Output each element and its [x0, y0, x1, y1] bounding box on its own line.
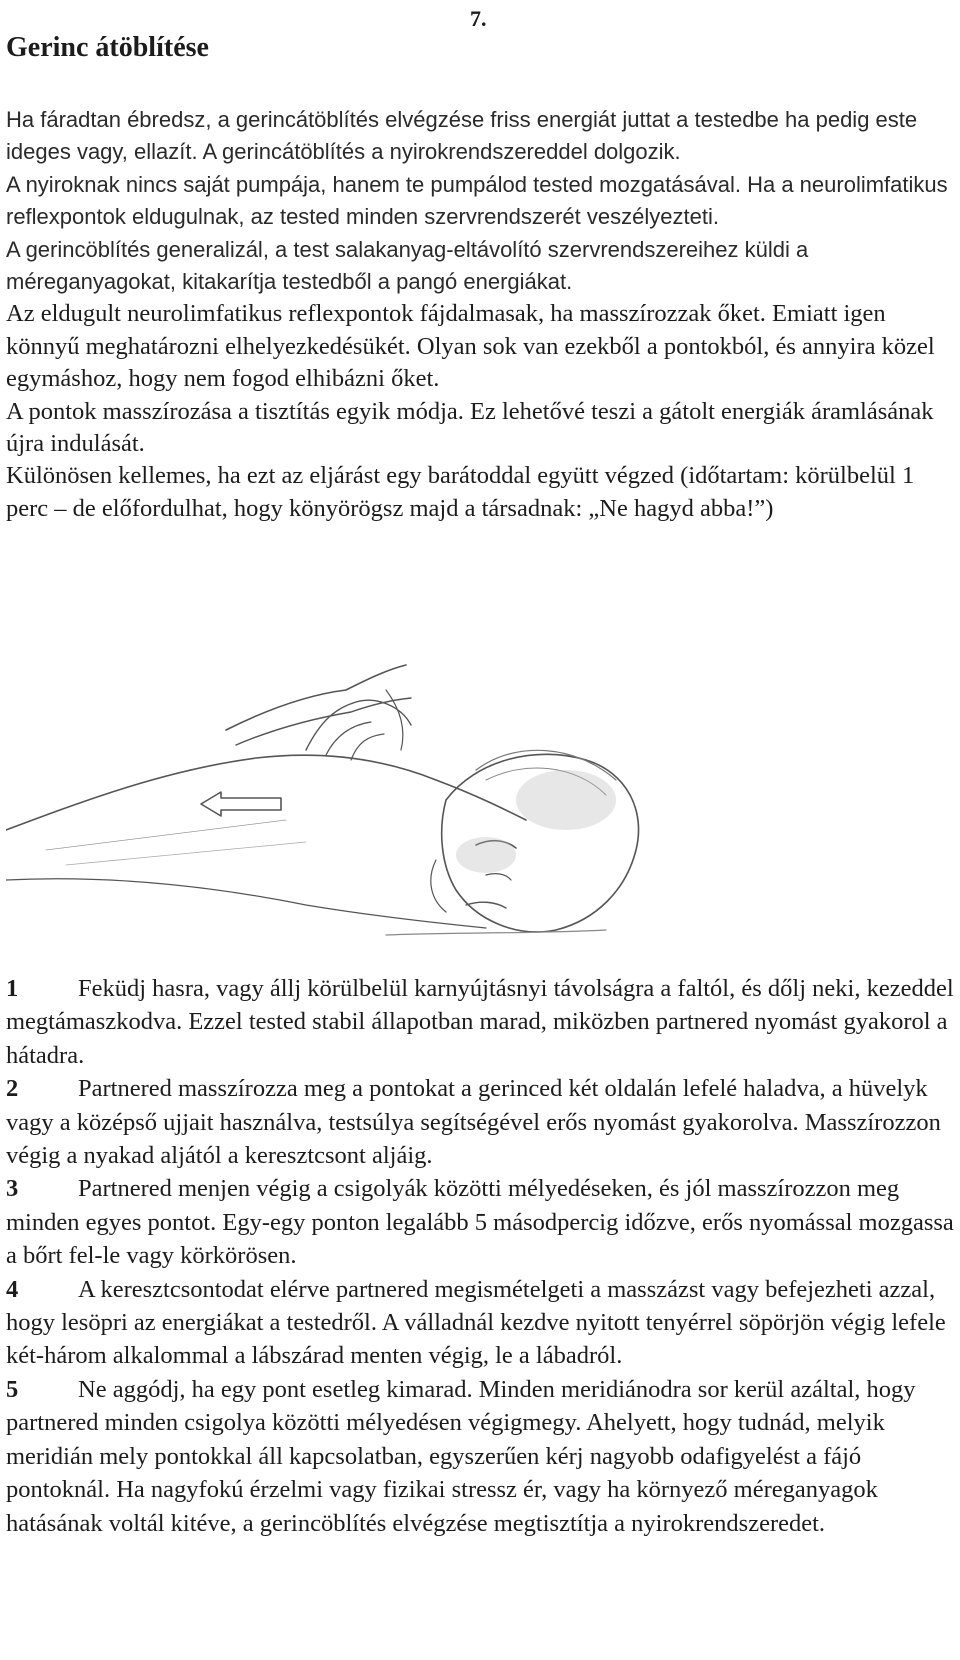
massage-drawing [6, 650, 674, 962]
intro-paragraph: Az eldugult neurolimfatikus reflexpontok fájdalmasak, ha masszírozzak őket. Emiatt igen könnyű meghatározni elhelyezkedésükét. Olyan sok van ezekből a pontokból, és annyira közel egymáshoz, hogy nem fogod elhibázni őket. [6, 300, 935, 393]
step-item [6, 1373, 954, 1540]
step-item [6, 1273, 954, 1373]
intro-paragraph: Különösen kellemes, ha ezt az eljárást egy barátoddal együtt végzed (időtartam: körülbelül 1 perc – de előfordulhat, hogy könyörögsz majd a társadnak: „Ne hagyd abba!”) [6, 462, 915, 522]
step-text: Feküdj hasra, vagy állj körülbelül karnyújtásnyi távolságra a faltól, és dőlj neki, kezeddel megtámaszkodva. Ezzel tested stabil állapotban marad, miközben partnered nyomást gyakorol a hátadra. [6, 975, 954, 1069]
step-number: 2 [6, 1075, 19, 1103]
massage-illustration [6, 650, 674, 962]
intro-paragraph: A nyiroknak nincs saját pumpája, hanem te pumpálod tested mozgatásával. Ha a neurolimfatikus reflexpontok eldugulnak, az tested minden szervrendszerét veszélyezteti. [6, 171, 948, 230]
page-title: Gerinc átöblítése [6, 32, 209, 63]
step-text: Partnered menjen végig a csigolyák közötti mélyedéseken, és jól masszírozzon meg minden egyes pontot. Egy-egy ponton legalább 5 másodpercig időzve, erős nyomással mozgassa a bőrt fel-le vagy körkörösen. [6, 1175, 954, 1270]
step-number: 5 [6, 1375, 19, 1403]
intro-paragraph: Ha fáradtan ébredsz, a gerincátöblítés elvégzése friss energiát juttat a testedbe ha pedig este ideges vagy, ellazít. A gerincátöblítés a nyirokrendszereddel dolgozik. [6, 107, 918, 165]
step-number: 4 [6, 1275, 19, 1303]
step-item [6, 972, 954, 1072]
intro-paragraph: A gerincöblítés generalizál, a test salakanyag-eltávolító szervrendszereihez küldi a méreganyagokat, kitakarítja testedből a pangó energiákat. [6, 236, 809, 295]
step-text: Ne aggódj, ha egy pont esetleg kimarad. Minden meridiánodra sor kerül azáltal, hogy partnered minden csigolya közötti mélyedésen végigmegy. Ahelyett, hogy tudnád, melyik meridián mely pontokkal áll kapcsolatban, egyszerűen kérj nagyobb odafigyelést a fájó pontoknál. Ha nagyfokú érzelmi vagy fizikai stressz ér, vagy ha környező méreganyagok hatásának voltál kitéve, a gerincöblítés elvégzése megtisztítja a nyirokrendszeredet. [6, 1375, 916, 1537]
page-number: 7. [470, 6, 487, 31]
steps-list [6, 972, 954, 1540]
step-number: 3 [6, 1175, 19, 1203]
step-text: A keresztcsontodat elérve partnered megismételgeti a masszázst vagy befejezheti azzal, hogy lesöpri az energiákat a testedről. A válladnál kezdve nyitott tenyérrel söpörjön végig lefele két-három alkalommal a lábszárad menten végig, le a lábadról. [6, 1275, 946, 1370]
step-item [6, 1172, 954, 1272]
intro-paragraph: A pontok masszírozása a tisztítás egyik módja. Ez lehetővé teszi a gátolt energiák áramlásának újra indulását. [6, 397, 934, 458]
step-item [6, 1072, 954, 1172]
step-text: Partnered masszírozza meg a pontokat a gerinced két oldalán lefelé haladva, a hüvelyk vagy a középső ujjait használva, testsúlya segítségével erős nyomást gyakorolva. Masszírozzon végig a nyakad aljától a keresztcsont aljáig. [6, 1075, 941, 1170]
intro-text [6, 104, 954, 525]
step-number: 1 [6, 975, 19, 1002]
